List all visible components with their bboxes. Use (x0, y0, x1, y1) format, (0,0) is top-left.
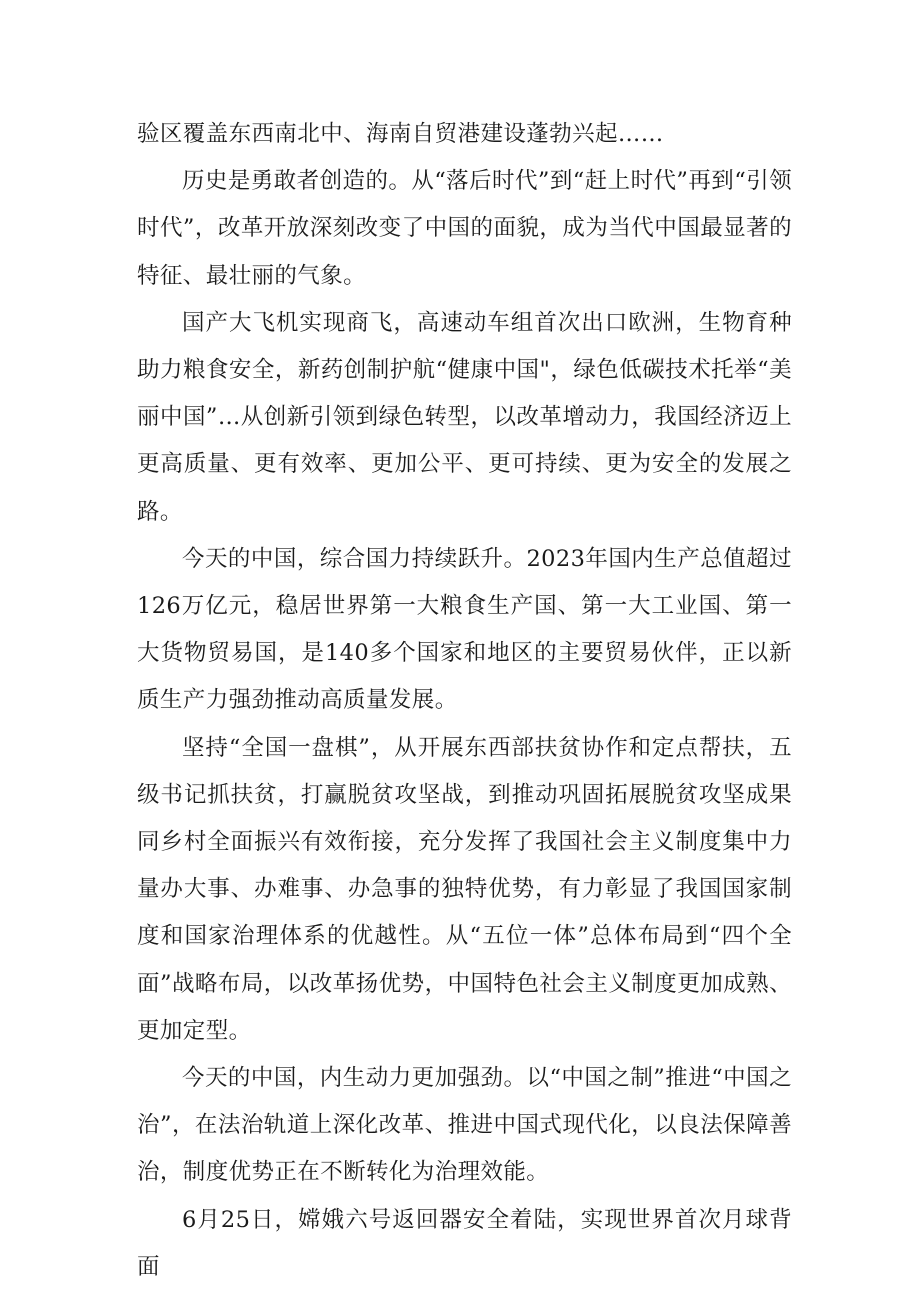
paragraph-7: 6月25日，嫦娥六号返回器安全着陆，实现世界首次月球背面 (137, 1206, 792, 1280)
paragraph-1: 验区覆盖东西南北中、海南自贸港建设蓬勃兴起…… (137, 121, 664, 147)
paragraph-6: 今天的中国，内生动力更加强劲。以“中国之制”推进“中国之治”，在法治轨道上深化改革、推进中国式现代化，以良法保障善治，制度优势正在不断转化为治理效能。 (137, 1065, 792, 1186)
paragraph-5: 坚持“全国一盘棋”，从开展东西部扶贫协作和定点帮扶，五级书记抓扶贫，打赢脱贫攻坚战，到推动巩固拓展脱贫攻坚成果同乡村全面振兴有效衔接，充分发挥了我国社会主义制度集中力量办大事、办难事、办急事的独特优势，有力彰显了我国国家制度和国家治理体系的优越性。从“五位一体”总体布局到“四个全面”战略布局，以改革扬优势，中国特色社会主义制度更加成熟、更加定型。 (137, 734, 792, 1044)
paragraph-3: 国产大飞机实现商飞，高速动车组首次出口欧洲，生物育种助力粮食安全，新药创制护航“健康中国"，绿色低碳技术托举“美丽中国”…从创新引领到绿色转型，以改革增动力，我国经济迈上更高质量、更有效率、更加公平、更可持续、更为安全的发展之路。 (137, 309, 792, 525)
paragraph-2: 历史是勇敢者创造的。从“落后时代”到“赶上时代”再到“引领时代”，改革开放深刻改变了中国的面貌，成为当代中国最显著的特征、最壮丽的气象。 (137, 168, 792, 289)
document-body (137, 111, 792, 1291)
paragraph-4: 今天的中国，综合国力持续跃升。2023年国内生产总值超过126万亿元，稳居世界第一大粮食生产国、第一大工业国、第一大货物贸易国，是140多个国家和地区的主要贸易伙伴，正以新质生产力强劲推动高质量发展。 (137, 545, 792, 714)
